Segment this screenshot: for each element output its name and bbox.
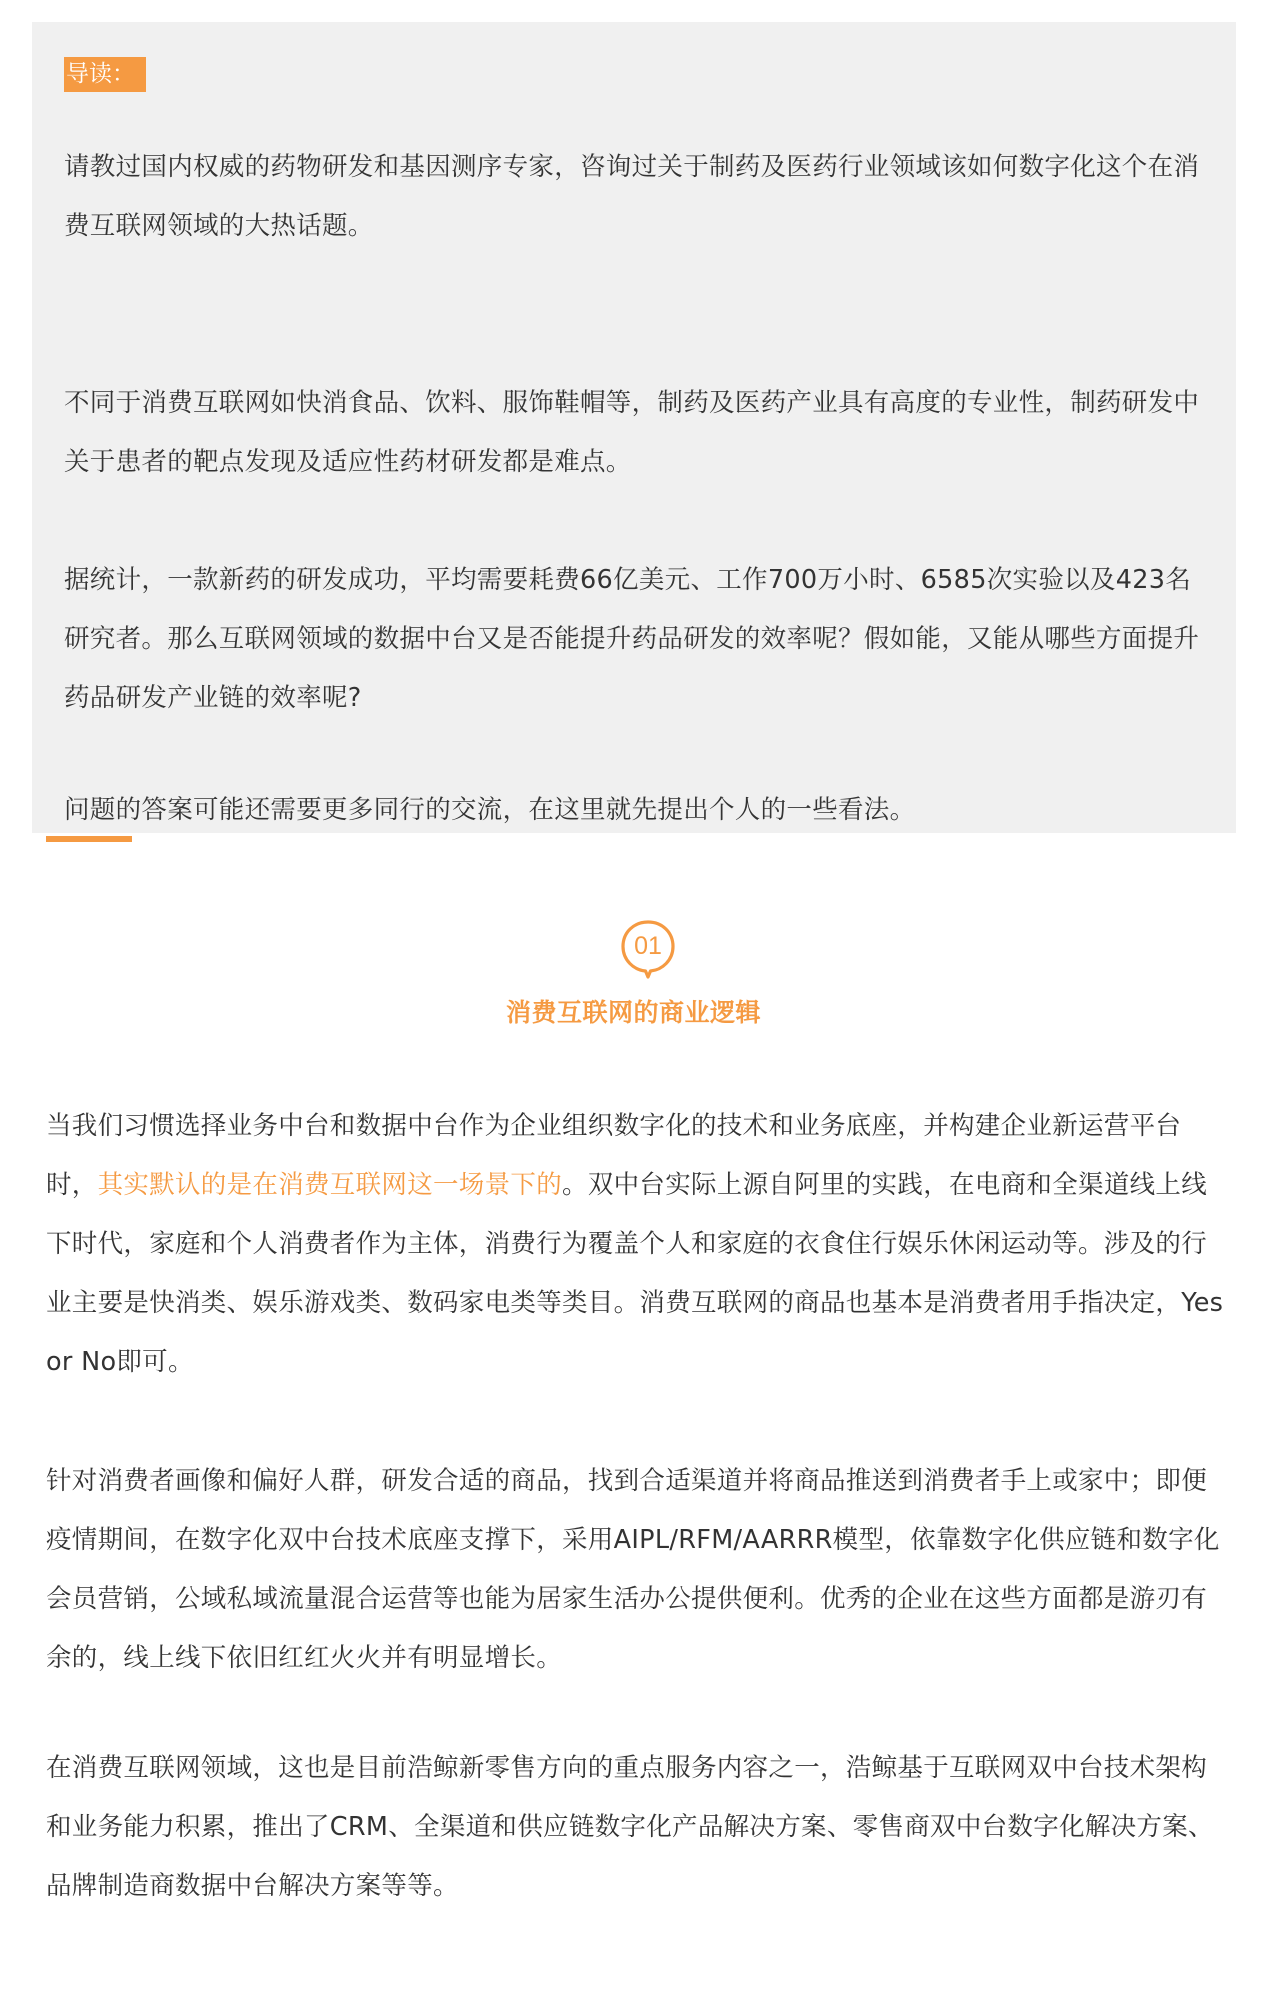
body-paragraph: 在消费互联网领域，这也是目前浩鲸新零售方向的重点服务内容之一，浩鲸基于互联网双中台技术架构和业务能力积累，推出了CRM、全渠道和供应链数字化产品解决方案、零售商双中台数字化解决方案、品牌制造商数据中台解决方案等等。 (46, 1753, 1214, 1901)
highlighted-text: 其实默认的是在消费互联网这一场景下的 (97, 1170, 563, 1200)
section-number: 01 (634, 932, 662, 960)
section-title: 消费互联网的商业逻辑 (505, 998, 761, 1027)
section-number-badge (615, 918, 681, 984)
intro-tag: 导读： (64, 57, 146, 92)
paragraph-text: 。双中台实际上源自阿里的实践，在电商和全渠道线上线下时代，家庭和个人消费者作为主体，消费行为覆盖个人和家庭的衣食住行娱乐休闲运动等。涉及的行业主要是快消类、娱乐游戏类、数码家电类等类目。消费互联网的商品也基本是消费者用手指决定，Yes or No即可。 (46, 1170, 1224, 1377)
paragraph-text: 当我们习惯选择业务中台和数据中台作为企业组织数字化的技术和业务底座，并构建企业新运营平台时， (46, 1111, 1182, 1200)
intro-paragraph: 问题的答案可能还需要更多同行的交流，在这里就先提出个人的一些看法。 (64, 795, 916, 825)
intro-paragraph: 请教过国内权威的药物研发和基因测序专家，咨询过关于制药及医药行业领域该如何数字化这个在消费互联网领域的大热话题。 (64, 152, 1200, 241)
body-paragraph: 针对消费者画像和偏好人群，研发合适的商品，找到合适渠道并将商品推送到消费者手上或家中；即便疫情期间，在数字化双中台技术底座支撑下，采用AIPL/RFM/AARRR模型，依靠数字化供应链和数字化会员营销，公域私域流量混合运营等也能为居家生活办公提供便利。优秀的企业在这些方面都是游刃有余的，线上线下依旧红红火火并有明显增长。 (46, 1466, 1220, 1673)
intro-paragraph: 不同于消费互联网如快消食品、饮料、服饰鞋帽等，制药及医药产业具有高度的专业性，制药研发中关于患者的靶点发现及适应性药材研发都是难点。 (64, 388, 1200, 477)
intro-paragraph: 据统计，一款新药的研发成功，平均需要耗费66亿美元、工作700万小时、6585次实验以及423名研究者。那么互联网领域的数据中台又是否能提升药品研发的效率呢？假如能，又能从哪些方面提升药品研发产业链的效率呢? (64, 565, 1200, 713)
intro-accent-bar (46, 836, 132, 842)
body-paragraph (46, 1097, 1228, 1392)
intro-box (32, 22, 1236, 833)
